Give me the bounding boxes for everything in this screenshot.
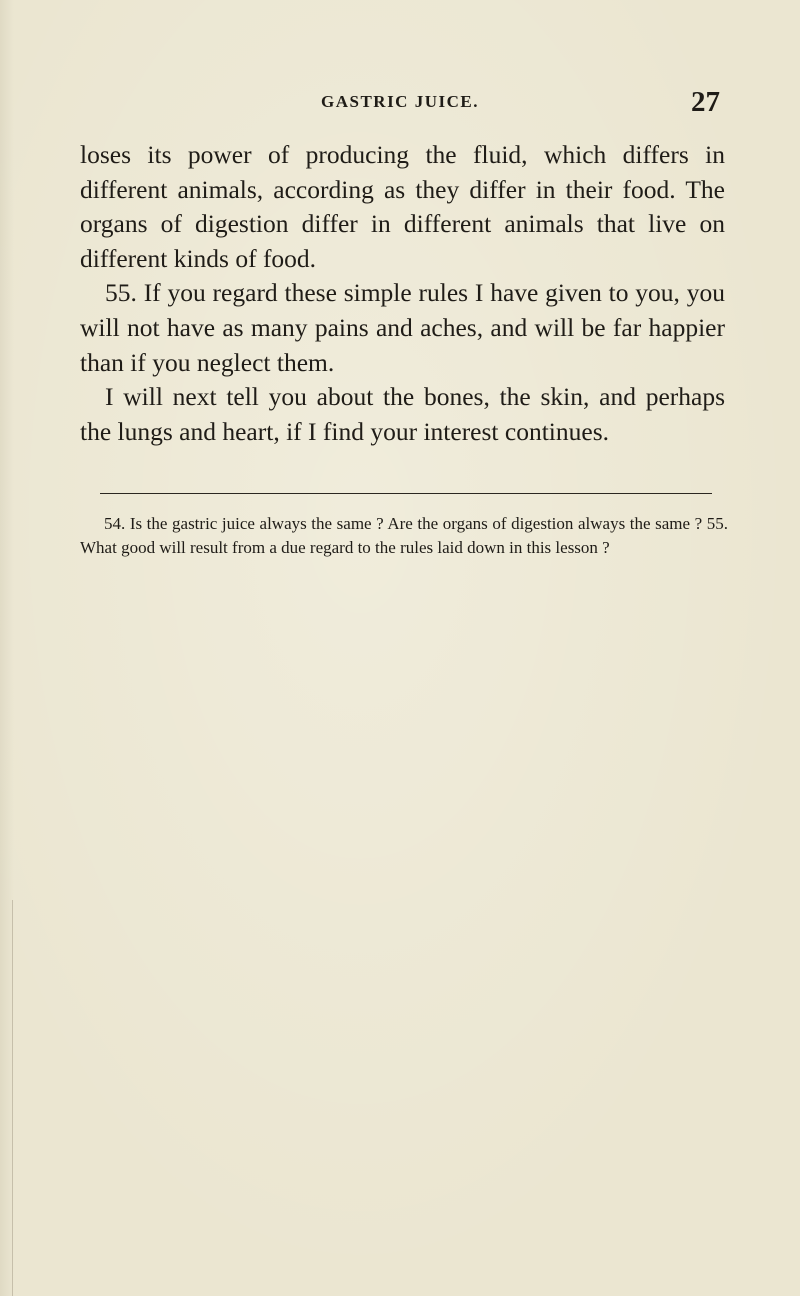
body-text [80,138,725,449]
page-number: 27 [691,86,720,118]
footnote-questions [80,512,728,560]
footnote-divider [100,493,712,494]
paragraph-2: 55. If you regard these simple rules I have given to you, you will not have as many pains and aches, and will be far happier than if you neglect them. [80,278,725,377]
paragraph-3: I will next tell you about the bones, the skin, and perhaps the lungs and heart, if I find your interest continues. [80,382,725,446]
paragraph-1: loses its power of producing the fluid, which differs in different animals, according as they differ in their food. The organs of digestion differ in different animals that live on different kinds of food. [80,140,725,273]
page-edge [0,900,13,1296]
footnote-text: 54. Is the gastric juice always the same ? Are the organs of digestion always the same ? 55. What good will result from a due regard to the rules laid down in this lesson ? [80,514,728,557]
running-head [80,88,720,120]
running-title: GASTRIC JUICE. [321,92,479,111]
